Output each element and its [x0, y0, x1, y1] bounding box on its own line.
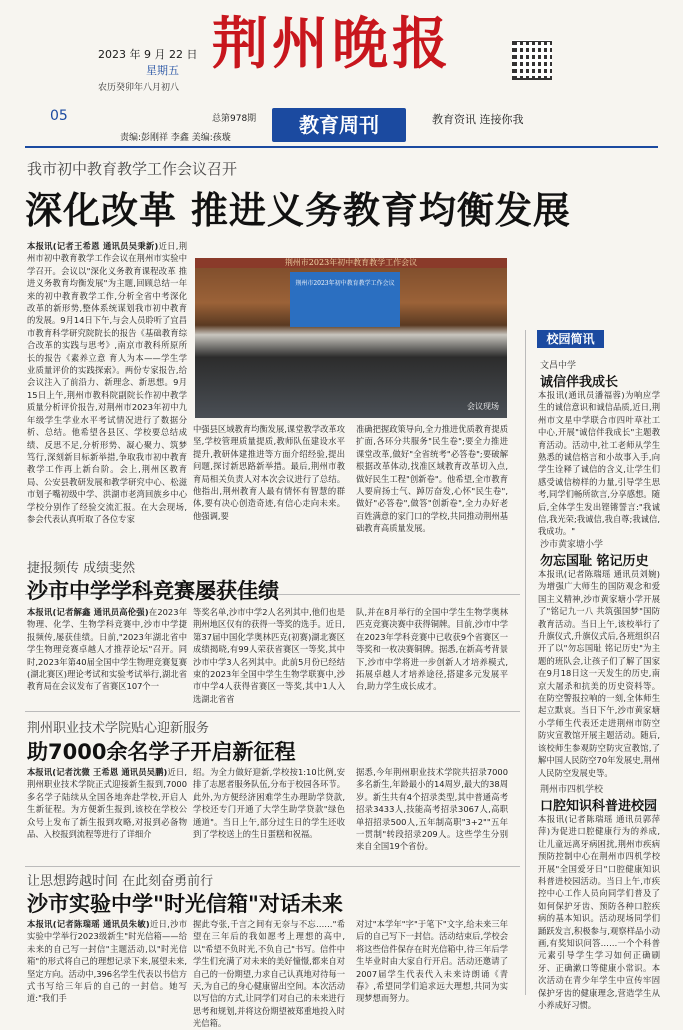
story4-byline: 本报讯(记者陈瑞瑶 通讯员朱敏) [27, 919, 150, 929]
story3-headline: 助7000余名学子开启新征程 [27, 740, 296, 764]
story4-kicker: 让思想跨越时间 在此刻奋勇前行 [27, 874, 214, 889]
lunar-date: 农历癸卯年八月初八 [98, 83, 180, 93]
lead-column-1 [27, 240, 187, 590]
story4-column-2: 握此夸张,千言之间有无奈与不忘……"希望在三年后的我如愿考上理想的高中,以"希望不负时光,不负自己"书写。信件中学生们充满了对未来的美好憧憬,都来自对自己的一份期望,力求自己认真地对待每一天,为自己的身心健康留出空间。本次活动以写信的方式,让同学们对自己的未来进行思考和规划,并将这份期望被郑重地投入时光信箱。 [193, 919, 345, 1029]
projection-text: 荆州市2023年初中教育教学工作会议 [295, 280, 395, 287]
story3-text-1: 近日,荆州职业技术学院正式迎接新生报到,7000多名学子陆续从全国各地奔赴学校,开启人生新征程。为方便新生报到,该校在学校公众号上发布了新生报到攻略,对报到必备物品、入校报到流程等进行了详细介 [27, 767, 187, 840]
newspaper-masthead: 荆州晚报 [212, 11, 452, 77]
lead-byline: 本报讯(记者王希恩 通讯员吴秉新) [27, 241, 159, 251]
story2-kicker: 捷报频传 成绩斐然 [27, 561, 136, 576]
photo-caption: 会议现场 [467, 402, 499, 411]
sidebar-item-3-head: 口腔知识科普进校园 [540, 799, 658, 814]
story3-divider [25, 711, 520, 712]
sidebar-item-3-sub: 荆州市四机学校 [540, 785, 604, 795]
issue-number: 总第978期 [212, 114, 257, 124]
qr-code-overlay [512, 40, 552, 80]
sidebar-header: 校园简讯 [537, 330, 604, 348]
sidebar-item-1-sub: 文昌中学 [540, 361, 577, 371]
sidebar-item-2-head: 勿忘国耻 铭记历史 [540, 554, 649, 569]
header-divider [25, 146, 658, 148]
section-slogan: 教育资讯 连接你我 [432, 113, 524, 126]
story2-column-2: 等奖名单,沙市中学2人名列其中,他们也是荆州地区仅有的获得一等奖的选手。近日,第37届中国化学奥林匹克(初赛)湖北赛区成绩揭晓,有99人荣获省赛区一等奖,其中沙市中学3人名列其中。此前5月份已经结束的2023年全国中学生生物学联赛中,沙市中学4人获得省赛区一等奖,其中1人入选湖北省省 [193, 607, 345, 704]
story3-column-1 [27, 766, 187, 862]
lead-kicker: 我市初中教育教学工作会议召开 [27, 160, 238, 178]
story3-byline: 本报讯(记者沈微 王希恩 通讯员吴鹏) [27, 767, 168, 777]
story3-column-3: 据悉,今年荆州职业技术学院共招录7000多名新生,年龄最小的14周岁,最大的38周岁。新生共有4个招录类型,其中普通高考招录3433人,技能高考招录3067人,高职单招招录500人,五年制高职"3+2""五年一贯制"转段招录209人。这些学生分别来自全国19个省份。 [356, 767, 508, 852]
sidebar-item-1-text: 本报讯(通讯员潘福蓉)为响应学生的诚信意识和诚信品质,近日,荆州市文星中学联合市四叶草社工中心,开展"诚信伴我成长"主题教育活动。活动中,社工老师从学生熟悉的诚信格言和小故事入手,向学生诠释了诚信的含义,让学生们感受诚信榜样的力量,引导学生思考,同学们畅所欲言,分享感想。随后,全体学生发出铿锵誓言:"我诚信,我光荣;我诚信,我自尊;我诚信,我成功。" [538, 390, 660, 537]
story2-column-3: 队,并在8月举行的全国中学生生物学奥林匹克竞赛决赛中获得铜牌。目前,沙市中学在2023年学科竞赛中已收获9个省赛区一等奖和一枚决赛铜牌。据悉,在新高考背景下,沙市中学将进一步创新人才培养模式,拓展卓越人才培养途径,搭建多元发展平台,助力学生成长成才。 [356, 607, 508, 692]
sidebar-item-3-text: 本报讯(记者陈瑞瑶 通讯员郭萍萍)为促进口腔健康行为的养成,让儿童远离牙病困扰,荆州市疾病预防控制中心在荆州市四机学校开展"全国爱牙日"口腔健康知识科普进校园活动。当日上午,市疾控中心工作人员向同学们普及了如何保护牙齿、预防各种口腔疾病的基本知识。活动现场同学们踊跃发言,积极参与,观察样品小动画,有奖知识问答……一个个科普元素引导学生学习如何正确刷牙、正确漱口等健康小常识。本次活动在青少年学生中宣传牢固保护牙齿的健康理念,营造学生从小养成好习惯。 [538, 814, 660, 1011]
section-banner: 教育周刊 [272, 108, 406, 142]
story3-kicker: 荆州职业技术学院贴心迎新服务 [27, 721, 210, 736]
story2-text-1: 在2023年物理、化学、生物学科竞赛中,沙市中学捷报频传,屡获佳绩。日前,"2023年湖北省中学生物理竞赛卓越人才推荐论坛"召开。同时,2023年第40届全国中学生物理竞赛复赛(湖北赛区)理论考试和实验考试举行,湖北省教育局在会议发布了省赛区107个一 [27, 607, 187, 692]
issue-date: 2023 年 9 月 22 日 [98, 48, 198, 61]
story4-divider [25, 866, 520, 867]
sidebar-divider [525, 330, 526, 995]
editor-credits: 责编:彭刚祥 李鑫 美编:孩璇 [120, 133, 231, 143]
story2-headline: 沙市中学学科竞赛屡获佳绩 [27, 579, 279, 603]
story2-byline: 本报讯(记者解鑫 通讯员高伦强) [27, 607, 149, 617]
lead-column-3: 准确把握政策导向,全力推进优质教育提质扩面,各环分共服务"民生卷";要全力推进课堂改革,做好"全省统考"必答卷";要破解根据改革体动,找准区域教育改革切入点,做好民生工程"创新卷"。他希望,全市教育人要肩扬士气、踔厉奋发,心怀"民生卷",做好"必答卷",做答"创新卷",全力办好老百姓满意的家门口的学校,共同推动荆州基础教育高质量发展。 [356, 424, 508, 534]
meeting-photo [195, 258, 507, 418]
page-number: 05 [50, 108, 68, 124]
story2-column-1 [27, 606, 187, 700]
sidebar-item-2-text: 本报讯(记者陈瑞瑶 通讯员刘婉)为增强广大师生的国防观念和爱国主义精神,沙市黄家塘小学开展了"铭记九一八 共筑强国梦"国防教育活动。当日上午,该校举行了升旗仪式,升旗仪式后,各班组织召开了以"勿忘国耻 铭记历史"为主题的班队会,让孩子们了解了国家在9月18日这一天发生的历史,南京大屠杀和抗美的历史资料等。在防空警报拉响的一刻,全体师生起立默哀。当日下午,沙市黄家塘小学师生代表还走进荆州市防空防灾宣教馆开展主题活动。随后,该校师生参观防空防灾宣教馆,了解中国人民防空70年发展史,荆州人民防空发展史等。 [538, 569, 660, 778]
issue-weekday: 星期五 [146, 64, 179, 77]
story4-text-1: 近日,沙市实验中学举行2023级新生"时光信箱——给未来的自己写一封信"主题活动,以"时光信箱"的形式将自己的理想记录下来,展望未来,坚定方向。活动中,396名学生代表以书信方式书写给三年后的自己的一封信。她写道:"我们手 [27, 919, 188, 1004]
sidebar-item-2-sub: 沙市黄家塘小学 [540, 540, 604, 550]
sidebar-item-1-head: 诚信伴我成长 [540, 375, 619, 390]
story4-column-3: 对过"本学年"字"于笔下"文字,给未来三年后的自己写下一封信。活动结束后,学校会将这些信件保存在时光信箱中,待三年后学生毕业时由大家自行开启。活动还邀请了2007届学生代表代入未来诗朗诵《青春》,希望同学们追求远大理想,共同为实现梦想而努力。 [356, 919, 508, 1004]
story4-headline: 沙市实验中学"时光信箱"对话未来 [27, 892, 343, 916]
lead-headline: 深化改革 推进义务教育均衡发展 [25, 189, 571, 232]
lead-text-1: 近日,荆州市初中教育教学工作会议在荆州市实验中学召开。会议以"深化义务教育课程改革 推进义务教育均衡发展"为主题,回顾总结一年来的初中教育教学工作,分析全省中考深化改革的新形势,整体系统谋划我市初中教育的发展。9月14日下午,与会人员聆听了宜昌市教育科学研究院院长的报告《基础教育综合改革的实践与思考》,南京市教科所原所长的报告《素养立意 育人为本——学生学业质量评价的实践探索》。两份专家报告,给会议注入了前沿力、新理念、新思想。9月15日上午,荆州市教科院副院长作初中教学质量分析评价报告,对荆州市2023年初中九年级学生学业水平考试情况进行了数据分析、总结。他希望各县区、学校要总结成绩、反思不足,分析形势、凝心聚力、筑梦笃行,深刻新目标新举措,争取我市初中教育教学工作再上新台阶。会上,荆州区教育局、公安县教研发展和教学研究中心、松滋市划子嘴初级中学、洪湖市老湾回族乡中心学校分别作了经验交流汇报。在大会现场,参会代表认真听取了各位专家 [27, 241, 187, 524]
lead-column-2: 中强县区域教育均衡发展,课堂教学改革攻坚,学校管理质量提质,教师队伍建设水平提升,教研体建推进等方面介绍经验,提出问题,探讨新思路新举措。最后,荆州市教育局相关负责人对本次会议进行了总结。他指出,荆州教育人最有情怀有智慧的群体,要有决心创造奇迹,有信心走向未来。他强调,要 [193, 424, 345, 521]
photo-banner: 荆州市2023年初中教育教学工作会议 [195, 258, 507, 268]
story4-column-1 [27, 918, 188, 1004]
story3-column-2: 绍。为全力做好迎新,学校按1:10比例,安排了志愿者服务队伍,分布于校园各环节。此外,为方便经济困难学生办理助学贷款,学校还专门开通了大学生助学贷款"绿色通道"。当日上午,部分过生日的学生还收到了学校送上的生日蛋糕和祝福。 [193, 767, 345, 840]
